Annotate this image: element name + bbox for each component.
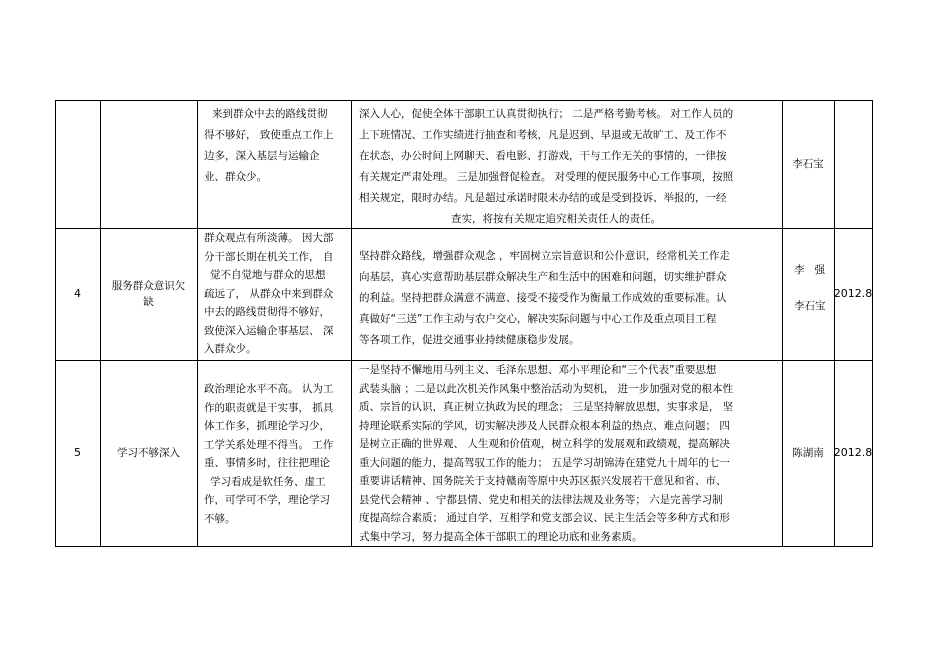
text-line: 分干部长期在机关工作， 自 bbox=[204, 250, 334, 263]
title-text: 服务群众意识欠缺 bbox=[111, 280, 186, 308]
text-line: 在状态，办公时间上网聊天、看电影、打游戏，干与工作无关的事情的，一律按 bbox=[359, 150, 727, 162]
problem-description bbox=[204, 104, 349, 188]
text-line: 的利益。坚持把群众满意不满意、接受不接受作为衡量工作成效的重要标准。认 bbox=[359, 292, 727, 304]
text-line: 查实，将按有关规定追究相关责任人的责任。 bbox=[451, 213, 661, 225]
text-line: 来到群众中去的路线贯彻 bbox=[212, 108, 328, 120]
text-line: 疏远了， 从群众中来到群众 bbox=[204, 287, 334, 300]
text-line: 群众观点有所淡薄。 因大部 bbox=[204, 232, 334, 244]
text-line: 中去的路线贯彻得不够好， bbox=[204, 306, 330, 318]
text-line: 坚持群众路线，增强群众观念 ，牢固树立宗旨意识和公仆意识，经常机关工作走 bbox=[359, 250, 730, 262]
rectification-measures bbox=[359, 361, 781, 546]
text-line: 质、宗旨的认识，真正树立执政为民的理念； 三是坚持解放思想，实事求是， 坚 bbox=[359, 401, 734, 413]
problem-title bbox=[100, 360, 197, 546]
text-line: 武装头脑 ；二是以此次机关作风集中整治活动为契机， 进一步加强对党的根本性 bbox=[359, 382, 734, 395]
person-name: 陈湖南 bbox=[792, 447, 824, 459]
text-line: 业、群众少。 bbox=[204, 171, 267, 183]
text-line: 重要讲话精神、国务院关于支持赣南等原中央苏区振兴发展若干意见和省、市、 bbox=[359, 475, 727, 487]
person-name: 李 强 bbox=[794, 264, 826, 276]
text-line: 边多，深入基层与运输企 bbox=[204, 150, 320, 162]
text-line: 上下班情况、工作实绩进行抽查和考核，凡是迟到、早退或无故旷工、及工作不 bbox=[359, 129, 727, 141]
row-index bbox=[55, 228, 100, 360]
title-text: 学习不够深入 bbox=[117, 447, 180, 459]
text-line: 入群众少。 bbox=[204, 343, 257, 355]
table-border-bottom bbox=[55, 546, 873, 547]
rectification-measures bbox=[359, 104, 781, 230]
text-line: 工学关系处理不得当。 工作 bbox=[204, 438, 334, 451]
text-line: 式集中学习，努力提高全体干部职工的理论功底和业务素质。 bbox=[359, 530, 643, 543]
rectification-measures bbox=[359, 246, 781, 351]
text-line: 不够。 bbox=[204, 512, 236, 525]
text-line: 等各项工作，促进交通事业持续健康稳步发展。 bbox=[359, 334, 580, 346]
text-line: 致使深入运输企事基层、 深 bbox=[204, 324, 334, 337]
responsible-person bbox=[782, 360, 834, 546]
table-border-top bbox=[55, 100, 873, 101]
column-divider bbox=[872, 100, 873, 547]
problem-description bbox=[204, 229, 349, 359]
date-text: 2012.8 bbox=[834, 287, 872, 300]
index-number: 5 bbox=[74, 446, 81, 459]
row-index bbox=[55, 360, 100, 546]
person-name: 李石宝 bbox=[792, 158, 824, 170]
text-line: 作，可学可不学，理论学习 bbox=[204, 494, 330, 506]
text-line: 度提高综合素质； 通过自学、互相学和党支部会议、民主生活会等多种方式和形 bbox=[359, 512, 730, 524]
responsible-persons bbox=[782, 228, 834, 360]
person-name: 李石宝 bbox=[794, 300, 826, 312]
problem-title bbox=[100, 228, 197, 360]
problem-description bbox=[204, 380, 349, 528]
text-line: 是树立正确的世界观、 人生观和价值观，树立科学的发展观和政绩观，提高解决 bbox=[359, 438, 730, 450]
text-line: 重大问题的能力，提高驾驭工作的能力； 五是学习胡锦涛在建党九十周年的七一 bbox=[359, 456, 730, 469]
text-line: 相关规定，限时办结。凡是超过承诺时限未办结的或是受到投诉、举报的，一经 bbox=[359, 192, 727, 204]
text-line: 政治理论水平不高。 认为工 bbox=[204, 383, 334, 395]
text-line: 有关规定严肃处理。 三是加强督促检查。 对受理的便民服务中心工作事项，按照 bbox=[359, 171, 734, 183]
text-line: 深入人心，促使全体干部职工认真贯彻执行； 二是严格考勤考核。 对工作人员的 bbox=[359, 108, 734, 120]
index-number: 4 bbox=[74, 287, 81, 300]
responsible-person bbox=[782, 100, 834, 228]
completion-date bbox=[834, 228, 872, 360]
date-text: 2012.8 bbox=[834, 446, 872, 459]
text-line: 体工作多，抓理论学习少， bbox=[204, 420, 330, 432]
completion-date bbox=[834, 360, 872, 546]
text-line: 持理论联系实际的学风，切实解决涉及人民群众根本利益的热点、难点问题； 四 bbox=[359, 419, 730, 432]
text-line: 县党代会精神 、宁都县情、党史和相关的法律法规及业务等； 六是完善学习制 bbox=[359, 493, 723, 506]
text-line: 重、事情多时，往往把理论 bbox=[204, 457, 330, 469]
text-line: 学习看成是软任务、虚工 bbox=[210, 475, 326, 488]
text-line: 向基层，真心实意帮助基层群众解决生产和生活中的困难和问题，切实维护群众 bbox=[359, 271, 727, 283]
text-line: 作的职责就是干实事， 抓具 bbox=[204, 401, 334, 414]
text-line: 得不够好， 致使重点工作上 bbox=[204, 129, 334, 141]
text-line: 一是坚持不懈地用马列主义、毛泽东思想、邓小平理论和“三个代表”重要思想 bbox=[359, 364, 717, 376]
column-divider bbox=[197, 100, 198, 547]
text-line: 真做好“三送”工作主动与农户交心，解决实际问题与中心工作及重点项目工程 bbox=[359, 313, 717, 325]
text-line: 觉不自觉地与群众的思想 bbox=[210, 269, 326, 281]
column-divider bbox=[351, 100, 352, 547]
